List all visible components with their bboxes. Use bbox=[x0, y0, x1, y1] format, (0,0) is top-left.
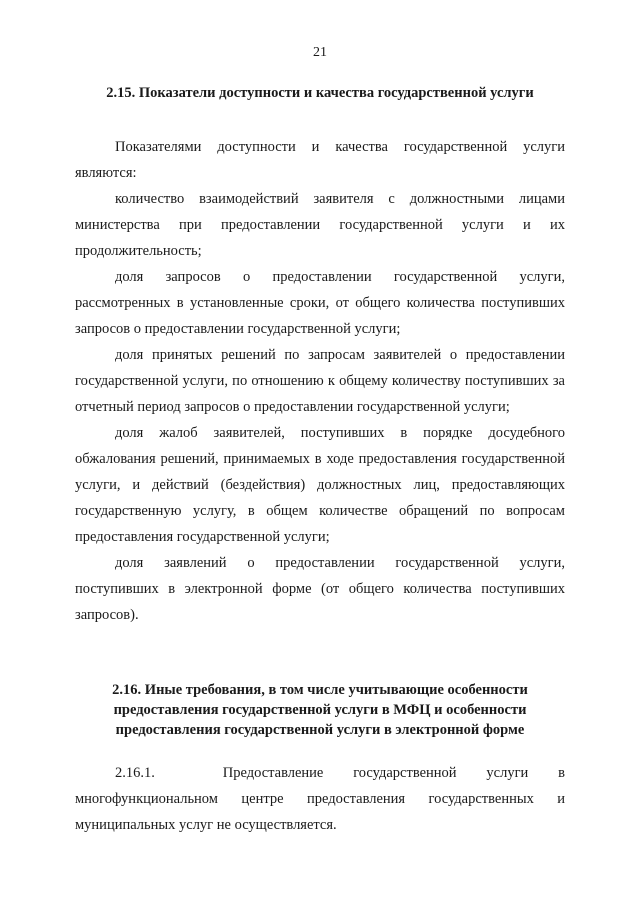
section-2-16-body bbox=[75, 760, 565, 838]
section-2-16-heading-line-1: 2.16. Иные требования, в том числе учитывающие особенности bbox=[112, 682, 528, 698]
section-2-16-heading-line-2: предоставления государственной услуги в МФЦ и особенности bbox=[113, 702, 527, 718]
section-2-16-heading-line-3: предоставления государственной услуги в электронной форме bbox=[115, 722, 525, 738]
paragraph-intro: Показателями доступности и качества государственной услуги являются: bbox=[75, 139, 565, 181]
paragraph-requests-on-time: доля запросов о предоставлении государственной услуги, рассмотренных в установленные сроки, от общего количества поступивших запросов о предоставлении государственной услуги; bbox=[75, 269, 565, 337]
section-2-15-body bbox=[75, 134, 565, 628]
paragraph-decisions-share: доля принятых решений по запросам заявителей о предоставлении государственной услуги, по отношению к общему количеству поступивших за отчетный период запросов о предоставлении государственной услуги; bbox=[75, 347, 565, 415]
item-number-2-16-1: 2.16.1. bbox=[115, 765, 155, 781]
section-2-16-heading bbox=[75, 680, 565, 740]
item-text-2-16-1: Предоставление государственной услуги в многофункциональном центре предоставления государственных и муниципальных услуг не осуществляется. bbox=[75, 765, 565, 833]
paragraph-interactions: количество взаимодействий заявителя с должностными лицами министерства при предоставлении государственной услуги и их продолжительность; bbox=[75, 191, 565, 259]
paragraph-2-16-1 bbox=[75, 760, 565, 838]
paragraph-electronic-share: доля заявлений о предоставлении государственной услуги, поступивших в электронной форме (от общего количества поступивших запросов). bbox=[75, 555, 565, 623]
section-2-15-heading: 2.15. Показатели доступности и качества государственной услуги bbox=[106, 85, 534, 101]
page-number: 21 bbox=[313, 45, 327, 60]
paragraph-complaints-share: доля жалоб заявителей, поступивших в порядке досудебного обжалования решений, принимаемых в ходе предоставления государственной услуги, и действий (бездействия) должностных лиц, предоставляющих государственную услугу, в общем количестве обращений по вопросам предоставления государственной услуги; bbox=[75, 425, 565, 545]
